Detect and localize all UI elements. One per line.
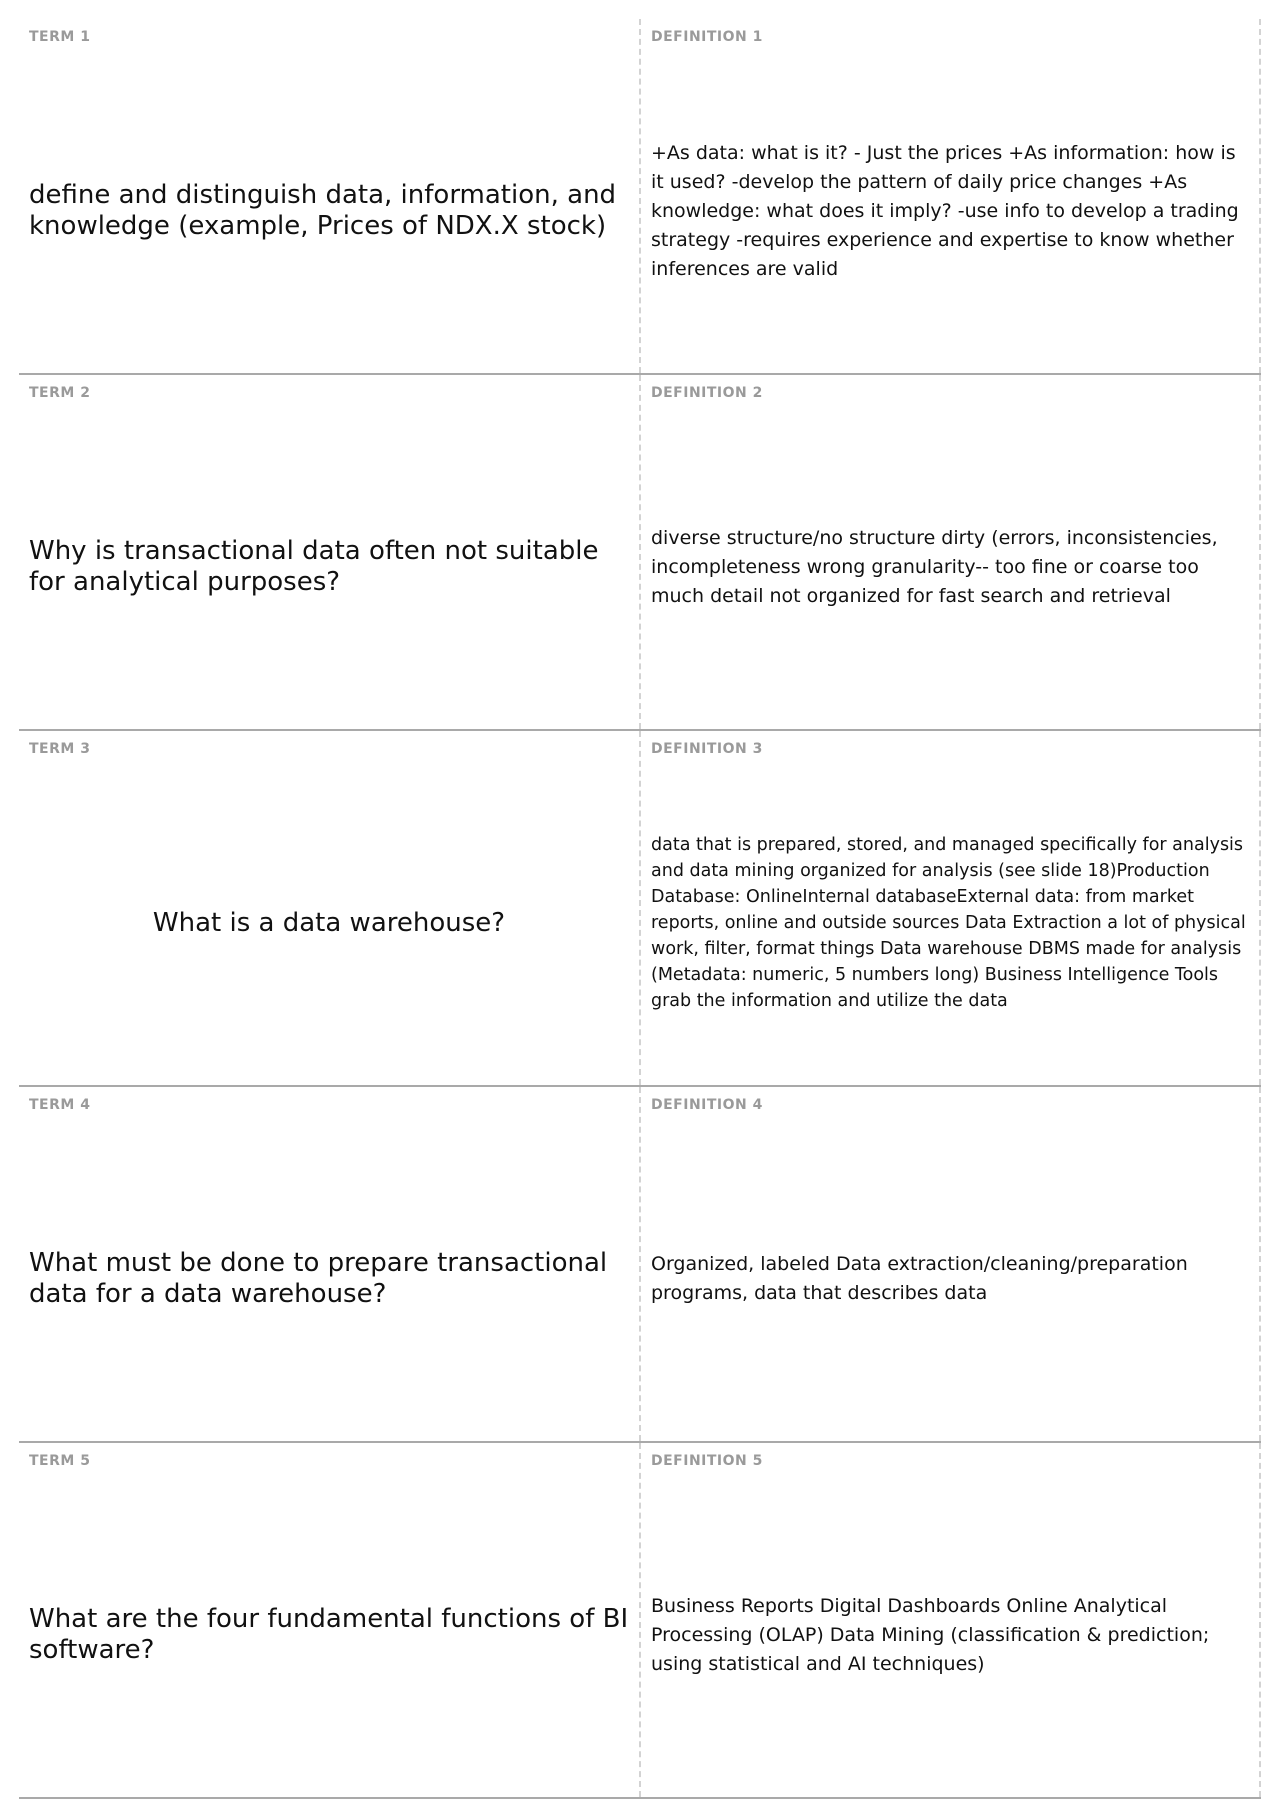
card-row-3 [19,731,1261,1087]
definition-cell-4 [641,1087,1261,1441]
term-label-1: TERM 1 [29,29,91,45]
definition-label-4: DEFINITION 4 [651,1097,763,1113]
definition-label-1: DEFINITION 1 [651,29,763,45]
definition-body-5 [651,1483,1249,1787]
definition-text-1: +As data: what is it? - Just the prices +As information: how is it used? -develop the pattern of daily price changes +As knowledge: what does it imply? -use info to develop a trading strategy -requires experience and expertise to know whether inferences are valid [651,141,1239,280]
term-cell-5 [19,1443,641,1797]
term-cell-2 [19,375,641,729]
card-row-5 [19,1443,1261,1799]
definition-label-3: DEFINITION 3 [651,741,763,757]
definition-text-3: data that is prepared, stored, and managed specifically for analysis and data mining organized for analysis (see slide 18)Production Database: OnlineInternal databaseExternal data: from market reports, online and outside sources Data Extraction a lot of physical work, filter, format things Data warehouse DBMS made for analysis (Metadata: numeric, 5 numbers long) Business Intelligence Tools grab the information and utilize the data [651,835,1246,1011]
term-text-4: What must be done to prepare transactional data for a data warehouse? [29,1248,608,1309]
definition-label-5: DEFINITION 5 [651,1453,763,1469]
term-body-5 [29,1483,629,1787]
card-row-4 [19,1087,1261,1443]
definition-body-1 [651,59,1249,363]
definition-text-4: Organized, labeled Data extraction/cleaning/preparation programs, data that describes data [651,1253,1188,1304]
term-body-4 [29,1127,629,1431]
term-cell-4 [19,1087,641,1441]
definition-body-3 [651,771,1249,1075]
definition-label-2: DEFINITION 2 [651,385,763,401]
term-cell-3 [19,731,641,1085]
term-text-2: Why is transactional data often not suitable for analytical purposes? [29,536,599,597]
definition-body-2 [651,415,1249,719]
term-label-2: TERM 2 [29,385,91,401]
definition-body-4 [651,1127,1249,1431]
flashcard-sheet [19,19,1261,1799]
term-label-3: TERM 3 [29,741,91,757]
term-body-2 [29,415,629,719]
definition-cell-2 [641,375,1261,729]
definition-text-2: diverse structure/no structure dirty (errors, inconsistencies, incompleteness wrong granularity-- too fine or coarse too much detail not organized for fast search and retrieval [651,526,1218,607]
term-label-4: TERM 4 [29,1097,91,1113]
term-label-5: TERM 5 [29,1453,91,1469]
term-body-3 [29,771,629,1075]
card-row-2 [19,375,1261,731]
term-text-3: What is a data warehouse? [152,907,506,938]
term-text-1: define and distinguish data, information, and knowledge (example, Prices of NDX.X stock) [29,180,617,241]
definition-cell-1 [641,19,1261,373]
card-row-1 [19,19,1261,375]
term-body-1 [29,59,629,363]
term-text-5: What are the four fundamental functions of BI software? [29,1604,629,1665]
definition-cell-5 [641,1443,1261,1797]
definition-text-5: Business Reports Digital Dashboards Online Analytical Processing (OLAP) Data Mining (classification & prediction; using statistical and AI techniques) [651,1594,1210,1675]
definition-cell-3 [641,731,1261,1085]
term-cell-1 [19,19,641,373]
